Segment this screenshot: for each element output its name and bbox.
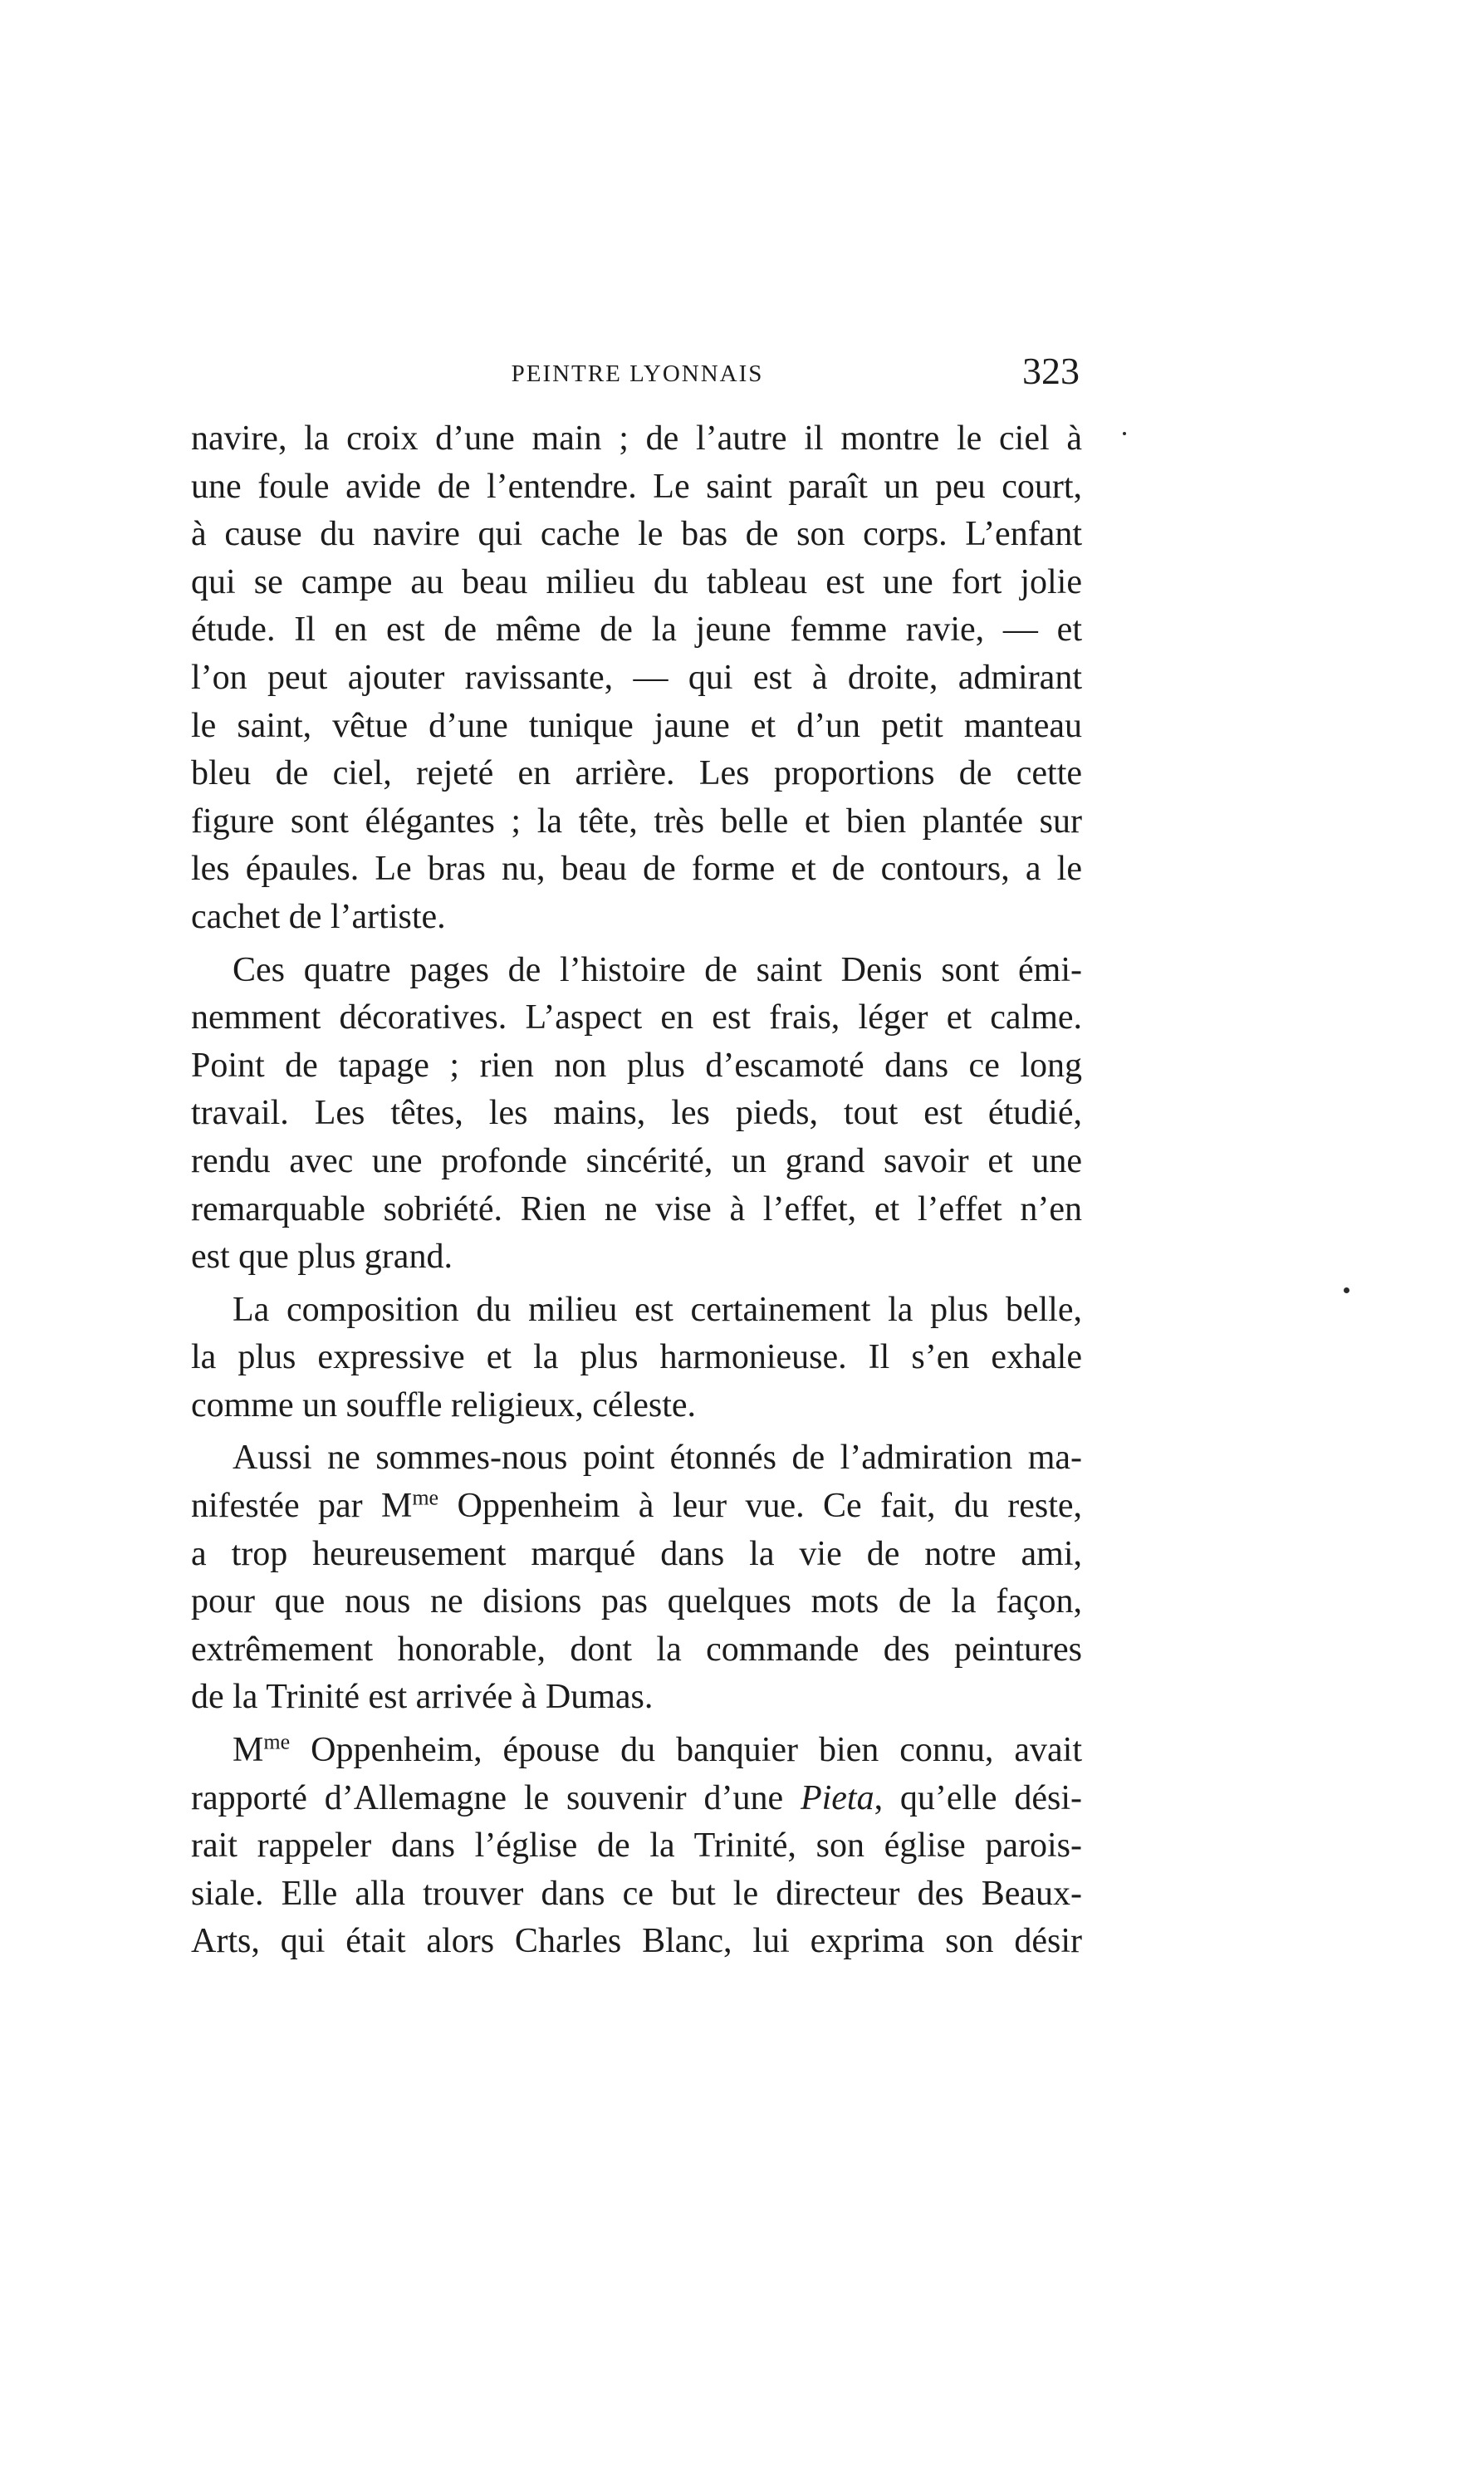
text-line: l’on peut ajouter ravissante, — qui est à droite, admirant (191, 658, 1082, 697)
text-line: siale. Elle alla trouver dans ce but le directeur des Beaux- (191, 1874, 1082, 1913)
text-line: comme un souffle religieux, céleste. (191, 1385, 697, 1424)
text-fragment: nifestée par M (191, 1487, 413, 1526)
paragraph (191, 1727, 1082, 1966)
text-line: remarquable sobriété. Rien ne vise à l’effet, et l’effet n’en (191, 1189, 1082, 1228)
text-line: qui se campe au beau milieu du tableau est une fort jolie (191, 562, 1082, 601)
text-line: rendu avec une profonde sincérité, un grand savoir et une (191, 1141, 1082, 1180)
text-line (191, 1483, 1082, 1531)
text-line: est que plus grand. (191, 1238, 453, 1277)
running-head (195, 349, 1080, 399)
text-line: cachet de l’artiste. (191, 897, 446, 936)
text-line: la plus expressive et la plus harmonieuse. Il s’en exhale (191, 1338, 1082, 1377)
text-fragment: rapporté d’Allemagne le souvenir d’une (191, 1778, 801, 1817)
text-line: figure sont élégantes ; la tête, très belle et bien plantée sur (191, 802, 1082, 841)
text-fragment: , qu’elle dési- (874, 1778, 1082, 1817)
text-line (191, 1775, 1082, 1823)
text-line: a trop heureusement marqué dans la vie de notre ami, (191, 1534, 1082, 1573)
body-text (191, 415, 1082, 1966)
paragraph (191, 1434, 1082, 1722)
text-line: nemment décoratives. L’aspect en est frais, léger et calme. (191, 998, 1082, 1037)
text-line: une foule avide de l’entendre. Le saint paraît un peu court, (191, 467, 1082, 506)
paragraph (191, 947, 1082, 1282)
text-line: de la Trinité est arrivée à Dumas. (191, 1678, 654, 1717)
superscript: me (263, 1729, 291, 1754)
text-line: pour que nous ne disions pas quelques mots de la façon, (191, 1582, 1082, 1621)
superscript: me (412, 1485, 439, 1510)
text-fragment: Oppenheim, épouse du banquier bien connu, avait (290, 1731, 1082, 1770)
text-line: La composition du milieu est certainement la plus belle, (233, 1290, 1082, 1329)
text-line: bleu de ciel, rejeté en arrière. Les proportions de cette (191, 754, 1082, 793)
paragraph (191, 415, 1082, 942)
text-line: étude. Il en est de même de la jeune femme ravie, — et (191, 610, 1082, 650)
text-line: Ces quatre pages de l’histoire de saint Denis sont émi- (233, 950, 1082, 989)
text-fragment: M (233, 1731, 264, 1770)
text-line: Point de tapage ; rien non plus d’escamoté dans ce long (191, 1046, 1082, 1085)
paragraph (191, 1287, 1082, 1430)
text-line: les épaules. Le bras nu, beau de forme et de contours, a le (191, 850, 1082, 889)
paper-speck (1123, 432, 1126, 435)
text-line (191, 1727, 1082, 1775)
text-line: à cause du navire qui cache le bas de son corps. L’enfant (191, 515, 1082, 554)
paper-speck (1344, 1287, 1349, 1293)
text-line: extrêmement honorable, dont la commande des peintures (191, 1630, 1082, 1669)
text-fragment: Oppenheim à leur vue. Ce fait, du reste, (438, 1487, 1082, 1526)
italic-title: Pieta (800, 1778, 874, 1817)
text-line: le saint, vêtue d’une tunique jaune et d’un petit manteau (191, 706, 1082, 745)
text-line: travail. Les têtes, les mains, les pieds, tout est étudié, (191, 1094, 1082, 1133)
page-number: 323 (1022, 350, 1080, 392)
text-line: Aussi ne sommes-nous point étonnés de l’admiration ma- (233, 1439, 1082, 1478)
text-line: rait rappeler dans l’église de la Trinité, son église parois- (191, 1826, 1082, 1866)
text-line: navire, la croix d’une main ; de l’autre il montre le ciel à (191, 419, 1082, 458)
text-line: Arts, qui était alors Charles Blanc, lui exprima son désir (191, 1922, 1082, 1961)
running-title: PEINTRE LYONNAIS (511, 360, 764, 387)
